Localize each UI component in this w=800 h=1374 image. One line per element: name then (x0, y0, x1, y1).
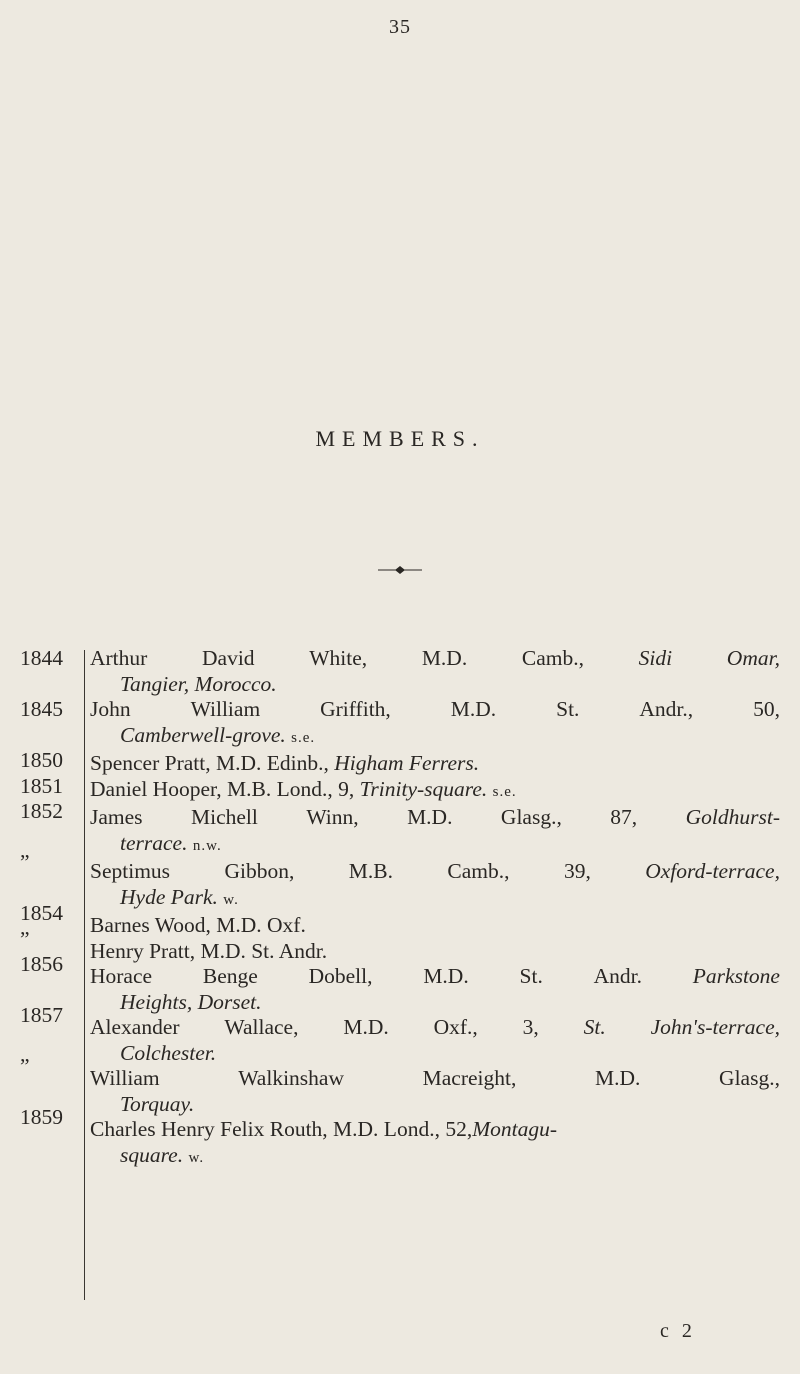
year-1859: 1859 (20, 1105, 63, 1129)
member-entry: Septimus Gibbon, M.B. Camb., 39, Oxford-terrace, Hyde Park. w. (90, 859, 780, 909)
year-ditto: ” (20, 850, 30, 874)
member-entry: William Walkinshaw Macreight, M.D. Glasg., Torquay. (90, 1066, 780, 1116)
member-entry: Horace Benge Dobell, M.D. St. Andr. Parkstone Heights, Dorset. (90, 964, 780, 1014)
member-entry: Spencer Pratt, M.D. Edinb., Higham Ferrers. (90, 751, 480, 775)
year-1851: 1851 (20, 773, 63, 798)
year-1854: 1854 (20, 901, 63, 925)
year-1852: 1852 (20, 799, 63, 823)
signature-mark: c 2 (660, 1320, 696, 1342)
year-1845: 1845 (20, 697, 63, 721)
year-column (20, 646, 72, 1156)
diamond-rule-icon (376, 564, 424, 576)
member-entry: John William Griffith, M.D. St. Andr., 50, Camberwell-grove. s.e. (90, 697, 780, 747)
year-ditto: ” (20, 926, 30, 951)
year-1850: 1850 (20, 748, 63, 772)
year-1856: 1856 (20, 952, 63, 976)
member-list (90, 646, 780, 1171)
member-entry: James Michell Winn, M.D. Glasg., 87, Goldhurst- terrace. n.w. (90, 805, 780, 855)
year-1844: 1844 (20, 646, 63, 670)
member-entry: Charles Henry Felix Routh, M.D. Lond., 52,Montagu- square. w. (90, 1117, 557, 1167)
column-rule (84, 650, 85, 1300)
member-entry: Barnes Wood, M.D. Oxf. (90, 913, 306, 937)
year-1857: 1857 (20, 1003, 63, 1027)
member-entry: Arthur David White, M.D. Camb., Sidi Omar, Tangier, Morocco. (90, 646, 780, 696)
member-entry: Alexander Wallace, M.D. Oxf., 3, St. John's-terrace, Colchester. (90, 1015, 780, 1065)
year-ditto: ” (20, 1054, 30, 1078)
member-entry: Henry Pratt, M.D. St. Andr. (90, 938, 328, 963)
page-heading: MEMBERS. (315, 426, 485, 451)
page-number: 35 (389, 16, 411, 38)
member-entry: Daniel Hooper, M.B. Lond., 9, Trinity-square. s.e. (90, 776, 517, 801)
